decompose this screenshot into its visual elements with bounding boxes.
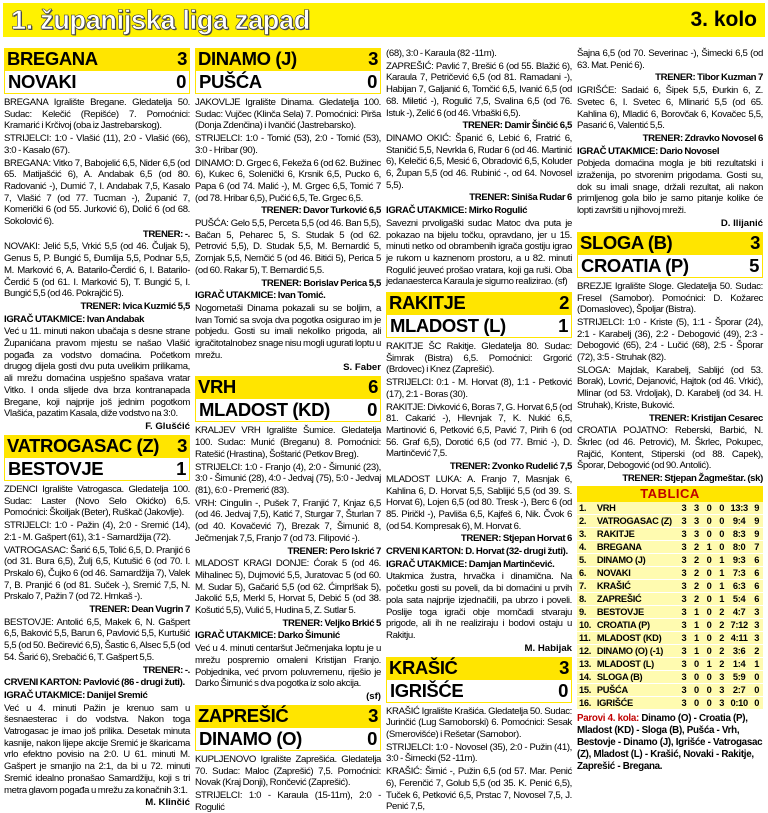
match-header <box>195 376 381 422</box>
coach-home: TRENER: Davor Turković 6,5 <box>261 205 381 217</box>
drawn-cell: 0 <box>703 502 716 515</box>
away-score: 5 <box>749 254 759 276</box>
match-report <box>386 706 572 813</box>
played-cell: 3 <box>678 566 691 579</box>
player-of-match: IGRAČ UTAKMICE: Darko Šimunić <box>195 630 340 642</box>
away-team: IGRIŠĆE <box>390 679 464 701</box>
team-cell: VRH <box>595 502 678 515</box>
goals-cell: 5:4 <box>728 592 750 605</box>
team-cell: RAKITJE <box>595 527 678 540</box>
played-cell: 3 <box>678 631 691 644</box>
drawn-cell: 0 <box>703 605 716 618</box>
goals-cell: 8:0 <box>728 540 750 553</box>
team-cell: VATROGASAC (Z) <box>595 514 678 527</box>
rank-cell: 10. <box>577 618 595 631</box>
goals-cell: 2:7 <box>728 683 750 696</box>
author: D. Ilijanić <box>720 217 763 229</box>
venue-line: RAKITJE ŠC Rakitje. Gledatelja 80. Sudac: Šimrak (Bistra) 6,5. Pomoćnici: Grgorić (Brdovec) i Knez (Zaprešić). <box>386 341 572 376</box>
author: F. Glušćić <box>145 420 190 432</box>
played-cell: 3 <box>678 618 691 631</box>
standings-row <box>577 566 763 579</box>
match-header <box>577 232 763 278</box>
venue-line: KRALJEV VRH Igralište Šumice. Gledatelja 100. Sudac: Munić (Breganu) 8. Pomoćnici: Ratešić (Hrastina), Šoštarić (Petkov Breg). <box>195 425 381 460</box>
match-report <box>4 484 190 809</box>
rank-cell: 1. <box>577 502 595 515</box>
coach-home: TRENER: Tibor Kuzman 7 <box>655 72 763 84</box>
match-summary: Nogometaši Dinama pokazali su se boljim, a Ivan Tomić sa svoja dva pogotka osigurao im je pobjedu. Gosti su imali nekoliko prigoda, ali igračitotalnobez snage nisu mogli ugurati loptu u mrežu. <box>195 302 381 361</box>
rank-cell: 7. <box>577 579 595 592</box>
round-label: 3. kolo <box>690 8 757 31</box>
home-score: 3 <box>750 231 760 253</box>
lineup-home: VATROGASAC: Šarić 6,5, Tolić 6,5, D. Pranjić 6 (od 31. Bura 6,5), Žulj 6,5, Kutušić 6 (od 70. I. Prskalo 6), Čujko 6 (od 46. Samardžija 7), Valek 7, B. Pranjić 6 (od 81. Suček -), Sremić 7,5, N. Prskalo 7, Pažin 7 (od 72. Hrnkaš -). <box>4 544 190 603</box>
lost-cell: 2 <box>715 657 728 670</box>
lost-cell: 1 <box>715 579 728 592</box>
drawn-cell: 0 <box>703 579 716 592</box>
coach-home: TRENER: Dean Vugrin 7 <box>89 604 190 616</box>
author: (sf) <box>366 690 381 702</box>
rank-cell: 11. <box>577 631 595 644</box>
home-score: 3 <box>177 434 187 456</box>
won-cell: 2 <box>690 566 703 579</box>
coach-home: TRENER: Zvonko Rudelić 7,5 <box>449 461 572 473</box>
points-cell: 7 <box>750 540 763 553</box>
away-score: 0 <box>367 727 377 749</box>
rank-cell: 9. <box>577 605 595 618</box>
venue-line: ZDENCI Igralište Vatrogasca. Gledatelja 100. Sudac: Laster (Novo Selo Okićko) 6,5. Pomoćnici: Škoiljak (Beter), Ruškač (Jakovlje). <box>4 483 190 519</box>
goals-cell: 1:4 <box>728 657 750 670</box>
match-report-continued <box>577 48 763 230</box>
rank-cell: 5. <box>577 553 595 566</box>
match-report <box>195 425 381 702</box>
home-team: VATROGASAC (Z) <box>7 434 159 456</box>
played-cell: 3 <box>678 592 691 605</box>
drawn-cell: 0 <box>703 566 716 579</box>
venue-line: BREGANA Igralište Bregane. Gledatelja 50. Sudac: Kelečić (Repišće) 7. Pomoćnici: Kramarić i Krčivoj (oba iz Jastrebarskog). <box>4 97 190 132</box>
lost-cell: 0 <box>715 527 728 540</box>
team-cell: ZAPREŠIĆ <box>595 592 678 605</box>
won-cell: 0 <box>690 683 703 696</box>
column-1 <box>4 48 190 809</box>
coach-home: TRENER: Kristijan Cesarec <box>649 412 763 424</box>
drawn-cell: 0 <box>703 618 716 631</box>
team-cell: MLADOST (L) <box>595 657 678 670</box>
standings-row <box>577 540 763 553</box>
home-team: VRH <box>198 376 236 398</box>
lineup-home: SLOGA: Majdak, Karabelj, Sablijć (od 53. Borak), Lovrić, Dejanović, Hajtok (od 46. Vrkić), Mlinar (od 53. Vrdoljak), D. Karabelj (od 34. H. Struhak), Kriste, Buković. <box>577 364 763 411</box>
points-cell: 6 <box>750 553 763 566</box>
author: M. Habijak <box>524 642 572 654</box>
match-header <box>195 705 381 751</box>
team-cell: NOVAKI <box>595 566 678 579</box>
home-score: 3 <box>559 656 569 678</box>
points-cell: 6 <box>750 592 763 605</box>
rank-cell: 6. <box>577 566 595 579</box>
drawn-cell: 0 <box>703 592 716 605</box>
league-banner <box>3 3 765 37</box>
match-report <box>4 97 190 433</box>
match-report <box>386 341 572 655</box>
played-cell: 3 <box>678 670 691 683</box>
lost-cell: 2 <box>715 644 728 657</box>
played-cell: 3 <box>678 696 691 709</box>
played-cell: 3 <box>678 527 691 540</box>
standings-row <box>577 618 763 631</box>
standings-table-block <box>577 486 763 710</box>
standings-row <box>577 696 763 709</box>
scorers-line: STRIJELCI: 1:0 - Franjo (4), 2:0 - Šimunić (23), 3:0 - Šimunić (28), 4:0 - Jedvaj (75), 5:0 - Jedvaj (81), 6:0 - Premerić (83). <box>195 461 381 496</box>
standings-row <box>577 644 763 657</box>
drawn-cell: 0 <box>703 527 716 540</box>
match-report <box>195 754 381 813</box>
away-team: MLADOST (L) <box>390 315 506 337</box>
points-cell: 3 <box>750 618 763 631</box>
away-team: BESTOVJE <box>8 457 104 479</box>
played-cell: 3 <box>678 514 691 527</box>
coach-away: TRENER: Borislav Perica 5,5 <box>261 277 381 289</box>
won-cell: 2 <box>690 540 703 553</box>
lost-cell: 3 <box>715 683 728 696</box>
coach-away: TRENER: Siniša Rudar 6 <box>469 192 572 204</box>
lost-cell: 1 <box>715 592 728 605</box>
played-cell: 3 <box>678 553 691 566</box>
drawn-cell: 0 <box>703 670 716 683</box>
away-score: 0 <box>367 399 377 421</box>
standings-title: TABLICA <box>577 486 763 502</box>
rank-cell: 12. <box>577 644 595 657</box>
venue-line: BREZJE Igralište Sloge. Gledatelja 50. Sudac: Fresel (Samobor). Pomoćnici: D. Kožarec (Domaslovec), Špoljar (Bistra). <box>577 280 763 316</box>
standings-row <box>577 527 763 540</box>
away-team: MLADOST (KD) <box>199 399 330 421</box>
goals-cell: 0:10 <box>728 696 750 709</box>
won-cell: 0 <box>690 696 703 709</box>
lineup-home: ZAPREŠIĆ: Pavlić 7, Brešić 6 (od 55. Blažić 6), Karaula 7, Petričević 6,5 (od 81. Ramadani -), Habijan 7, Galjanić 6, Tomčić 6,5, Ivanić 6,5 (od 68. Miletić -), Rogulić 7,5, Svalina 6,5 (od 76. Istuk -), Zelić 6 (od 46. Vrbaški 6,5). <box>386 60 572 119</box>
team-cell: KRAŠIĆ <box>595 579 678 592</box>
team-cell: BESTOVJE <box>595 605 678 618</box>
column-3 <box>386 48 572 813</box>
scorers-continued: (68), 3:0 - Karaula (82 -11m). <box>386 48 497 59</box>
match-report <box>577 281 763 485</box>
won-cell: 1 <box>690 618 703 631</box>
points-cell: 3 <box>750 605 763 618</box>
goals-cell: 9:3 <box>728 553 750 566</box>
rank-cell: 14. <box>577 670 595 683</box>
player-of-match: IGRAČ UTAKMICE: Ivan Andabak <box>4 313 145 325</box>
goals-cell: 3:6 <box>728 644 750 657</box>
played-cell: 3 <box>678 579 691 592</box>
rank-cell: 13. <box>577 657 595 670</box>
author: M. Klinčić <box>145 797 190 809</box>
standings-row <box>577 592 763 605</box>
standings-row <box>577 502 763 515</box>
lineup-home: RAKITJE: Divković 6, Boras 7, G. Horvat 6,5 (od 81. Cakarić -), Hlevnjak 7, K. Nukić 6,5, Martinović 6, Petković 6,5, Pavić 7, Pirih 6 (od 56. Graf 6,5), Dorotić 6,5 (od 77. Brnić -), D. Martinčević 7,5. <box>386 401 572 460</box>
coach-home: TRENER: Pero Iskrić 7 <box>287 545 381 557</box>
goals-cell: 7:12 <box>728 618 750 631</box>
coach-away: TRENER: -. <box>142 664 190 676</box>
league-title: 1. županijska liga zapad <box>11 4 310 35</box>
match-header <box>195 48 381 94</box>
lineup-home: BREGANA: Vitko 7, Babojelić 6,5, Nider 6,5 (od 65. Matijašćić 6), A. Andabak 6,5 (od 80. Radovanić -), Dumić 7, I. Andabak 7,5, Kasalo 7, Vlašić 7 (od 77. Tucman -), Županić 7, Komerički 6 (od 55. Jurković 6), Dolić 6 (od 68. Sokolović 6). <box>4 157 190 228</box>
column-2 <box>195 48 381 813</box>
lineup-home: KRAŠIĆ: Šimić -, Pužin 6,5 (od 57. Mar. Penić 6), Ferenčić 7, Golub 5,5 (od 35. K. Penić 6,5), Tuček 6, Petković 6,5, Prstac 7, Novosel 7,5, J. Penić 7,5, <box>386 766 572 813</box>
points-cell: 0 <box>750 670 763 683</box>
home-score: 3 <box>368 704 378 726</box>
standings-row <box>577 657 763 670</box>
away-score: 0 <box>558 679 568 701</box>
goals-cell: 13:3 <box>728 502 750 515</box>
match-summary: Već u 4. minuti centaršut Ječmenjaka loptu je u mrežu pospremio omaleni Kristijan Franjo. Pobjednika, već prvom poluvremenu, riješio je Darko Šimunić s dva pogotka iz solo akcija. <box>195 643 381 690</box>
away-score: 1 <box>176 457 186 479</box>
goals-cell: 7:3 <box>728 566 750 579</box>
drawn-cell: 0 <box>703 631 716 644</box>
lineup-away: CROATIA POJATNO: Reberski, Barbić, N. Škrlec (od 46. Petrović), M. Škrlec, Pokupec, Rajčić, Kontent, Stiperski (od 88. Capek), Šporar, Debogović (od 90. Antolić). <box>577 425 763 472</box>
team-cell: IGRIŠĆE <box>595 696 678 709</box>
won-cell: 1 <box>690 631 703 644</box>
lost-cell: 1 <box>715 566 728 579</box>
lost-cell: 0 <box>715 514 728 527</box>
drawn-cell: 0 <box>703 696 716 709</box>
drawn-cell: 0 <box>703 514 716 527</box>
won-cell: 0 <box>690 670 703 683</box>
standings-row <box>577 514 763 527</box>
lost-cell: 3 <box>715 696 728 709</box>
home-team: ZAPREŠIĆ <box>198 704 289 726</box>
team-cell: CROATIA (P) <box>595 618 678 631</box>
match-header <box>4 435 190 481</box>
won-cell: 2 <box>690 592 703 605</box>
scorers-line: STRIJELCI: 1:0 - Pažin (4), 2:0 - Sremić (14), 2:1 - M. Gašpert (61), 3:1 - Samardžija (72). <box>4 520 190 543</box>
away-score: 0 <box>176 71 186 92</box>
standings-table <box>577 502 763 710</box>
team-cell: DINAMO (O) (-1) <box>595 644 678 657</box>
won-cell: 2 <box>690 553 703 566</box>
match-summary: Savezni prvoligaški sudac Matoc dva puta je pokazao na bijelu točku, opravdano, jer u 15. minuti netko od obrambenih igrača gostiju igrao je rukom u kaznenom prostoru, a u 82. minuti Rogulić jeuveć prošao vratara, koji ga ruši. Oba jedanaesterca Karaula je sigurno realizirao. (sf) <box>386 217 572 288</box>
player-of-match: IGRAČ UTAKMICE: Danijel Sremić <box>4 689 148 701</box>
lost-cell: 0 <box>715 502 728 515</box>
scorers-line: STRIJELCI: 1:0 - Karaula (15-11m), 2:0 - Rogulić <box>195 790 381 813</box>
home-team: SLOGA (B) <box>580 231 673 253</box>
match-summary: Utakmica žustra, hrvačka i dinamična. Na početku gosti su poveli, da bi domaćini u prvih pola sata najprije izjednačili, pa ubrzo i poveli. Poslije toga igrači obje momčadi stvaraju prigode, ali ih ne realiziraju i bodovi ostaju u Rakitju. <box>386 571 572 641</box>
away-team: NOVAKI <box>8 71 77 92</box>
team-cell: BREGANA <box>595 540 678 553</box>
points-cell: 2 <box>750 644 763 657</box>
next-round-text: Dinamo (O) - Croatia (P), Mladost (KD) - Sloga (B), Pušća - Vrh, Bestovje - Dinamo (J), Igrišće - Vatrogasac (Z), Mladost (L) - Krašić, Novaki - Rakitje, Zaprešić - Bregana. <box>577 712 763 772</box>
next-round-pairs <box>577 713 763 773</box>
player-of-match: IGRAČ UTAKMICE: Dario Novosel <box>577 145 720 157</box>
rank-cell: 16. <box>577 696 595 709</box>
played-cell: 3 <box>678 605 691 618</box>
match-summary: Već u 4. minuti Pažin je krenuo sam u šesnaesterac i do vodstva. Nakon toga Vatrogasac je imao još prilika. Desetak minuta kasnije, nakon lijepe akcije Sremić je škaricama vrlo efektno povisio na 2:0. U 61. minuti M. Gašpert je smanjio na 2:1, da bi u 72. minuti Sremić idealno pronašao Samardžiju, koji s tri metra glavom pogađa u mrežu za konačnih 3:1. <box>4 702 190 796</box>
match-summary: Pobjeda domaćina mogla je biti rezultatski i izraženija, po stvorenim prigodama. Gosti su, dok su imali snage, držali rezultat, ali nakon primljenog gola bilo je samo pitanje kolike će lopti završiti u njihovoj mreži. <box>577 158 763 217</box>
coach-away: TRENER: Ivica Kuzmić 5,5 <box>80 300 190 312</box>
home-score: 2 <box>559 292 569 314</box>
lost-cell: 2 <box>715 605 728 618</box>
goals-cell: 6:3 <box>728 579 750 592</box>
played-cell: 3 <box>678 657 691 670</box>
player-of-match: IGRAČ UTAKMICE: Mirko Rogulić <box>386 205 528 217</box>
lineup-away: DINAMO OKIĆ: Španić 6, Lebić 6, Fratrić 6, Staničić 5,5, Nevrkla 6, Rudar 6 (od 46. Martinić 6), Kelečić 6,5, Mesić 6, Obradović 6,5, Koluder 6, Župan 5,5 (od 46. Rubinić -, od 64. Novosel 5,5). <box>386 132 572 191</box>
lost-cell: 0 <box>715 540 728 553</box>
venue-line: JAKOVLJE Igralište Dinama. Gledatelja 100. Sudac: Vujčec (Klinča Sela) 7. Pomoćnici: Pirša (Donja Zdenčina) i Ivančić (Jastrebarsko). <box>195 97 381 132</box>
coach-away: TRENER: Stjepan Horvat 6 <box>460 533 572 545</box>
lineup-away: MLADOST LUKA: A. Franjo 7, Masnjak 6, Kahlina 6, D. Horvat 5,5, Sablijić 5,5 (od 39. S. Horvat 6), Lojen 6,5 (od 80. Tresk -), Berc 6 (od 85. Piričkl -), Pavliša 6,5, Kajfeš 6, Nik. Čvok 6 (od 54. Kompresak 6), M. Horvat 6. <box>386 473 572 532</box>
away-score: 1 <box>558 315 568 337</box>
goals-cell: 5:9 <box>728 670 750 683</box>
match-summary: Već u 11. minuti nakon ubačaja s desne strane Županićana pravom mjestu se našao Vlašić pogađa za vodstvo domaćina. Početkom drugog dijela gosti dvu puta uvelikim prilikama, ali mrežu domaćina uspješno spašava vratar Vitko. I onda slijede dva brza kontranapada Bregane, koji najprije još jednim pogotkom Vlašića, pazatim Kasala, diže vodstvo na 3:0. <box>4 326 190 420</box>
points-cell: 3 <box>750 631 763 644</box>
points-cell: 1 <box>750 657 763 670</box>
team-cell: MLADOST (KD) <box>595 631 678 644</box>
home-score: 3 <box>177 48 187 69</box>
lineup-away: BESTOVJE: Antolić 6,5, Makek 6, N. Gašpert 6,5, Baković 5,5, Barun 6, Pavlović 5,5, Kurtušić 5,5 (od 50. Bečirević 6,5), Šastic 6, Alsec 5,5 (od 54. Šarić 6), Srebačić 6, T. Gašpert 5,5. <box>4 616 190 663</box>
goals-cell: 9:4 <box>728 514 750 527</box>
rank-cell: 3. <box>577 527 595 540</box>
coach-home: TRENER: -. <box>142 228 190 240</box>
lost-cell: 1 <box>715 553 728 566</box>
match-header <box>4 48 190 94</box>
home-team: KRAŠIĆ <box>389 656 458 678</box>
team-cell: DINAMO (J) <box>595 553 678 566</box>
standings-row <box>577 579 763 592</box>
match-header <box>386 657 572 703</box>
next-round-label: Parovi 4. kola: <box>577 712 639 724</box>
author: S. Faber <box>343 362 381 374</box>
lost-cell: 3 <box>715 670 728 683</box>
lineup-away: PUŠĆA: Gelo 5,5, Perceta 5,5 (od 46. Ban 5,5), Bačan 5, Peharec 5, S. Studak 5 (od 62. Petrović 5,5), D. Studak 5,5, M. Bernardić 5, Zornjak 5,5, Nemčić 5 (od 46. Bitići 5), Perica 5 (od 60. Rakar 5), T. Bernardić 5,5. <box>195 218 381 276</box>
match-header <box>386 292 572 338</box>
drawn-cell: 1 <box>703 540 716 553</box>
goals-cell: 4:7 <box>728 605 750 618</box>
points-cell: 0 <box>750 683 763 696</box>
rank-cell: 4. <box>577 540 595 553</box>
won-cell: 0 <box>690 657 703 670</box>
drawn-cell: 1 <box>703 657 716 670</box>
standings-row <box>577 683 763 696</box>
match-report-continued <box>386 48 572 288</box>
lineup-home: VRH: Cingulin -, Pušek 7, Franjić 7, Knjaz 6,5 (od 46. Jedvaj 7,5), Katić 7, Sturgar 7, Šturlan 7 (od 40. Kovačević 7), Brezak 7, Šimunić 8, Ječmenjak 7,5, Franjo 7 (od 73. Filipović -). <box>195 497 381 544</box>
team-cell: SLOGA (B) <box>595 670 678 683</box>
points-cell: 0 <box>750 696 763 709</box>
points-cell: 9 <box>750 514 763 527</box>
home-score: 3 <box>368 48 378 69</box>
player-of-match: IGRAČ UTAKMICE: Ivan Tomić. <box>195 290 326 302</box>
goals-cell: 8:3 <box>728 527 750 540</box>
home-team: DINAMO (J) <box>198 48 297 69</box>
won-cell: 3 <box>690 514 703 527</box>
scorers-line: STRIJELCI: 1:0 - Tomić (53), 2:0 - Tomić (53), 3:0 - Hribar (90). <box>195 133 381 156</box>
venue-line: KRAŠIĆ Igralište Krašića. Gledatelja 50. Sudac: Jurinčić (Lug Samoborski) 6. Pomoćnici: Sesak (Smerovišće) i Rešetar (Samobor). <box>386 705 572 741</box>
rank-cell: 15. <box>577 683 595 696</box>
coach-away: TRENER: Zdravko Novosel 6 <box>642 132 763 144</box>
coach-away: TRENER: Stjepan Žagmeštar. (sk) <box>622 473 763 485</box>
lineup-away: NOVAKI: Jelić 5,5, Vrkić 5,5 (od 46. Čuljak 5), Genus 5, P. Bungić 5, Đumlija 5,5, Podnar 5,5, M. Marković 6, A. Batarilo-Čerdić 6, I. Batarilo-Čerdić 5 (od 61. I. Marković 5), T. Bungić 5, I. Bungić 5,5 (od 46. Pokrajčić 5). <box>4 241 190 300</box>
drawn-cell: 0 <box>703 553 716 566</box>
scorers-line: STRIJELCI: 0:1 - M. Horvat (8), 1:1 - Petković (17), 2:1 - Boras (30). <box>386 377 572 400</box>
played-cell: 3 <box>678 644 691 657</box>
standings-row <box>577 631 763 644</box>
away-team: PUŠĆA <box>199 71 262 92</box>
drawn-cell: 0 <box>703 683 716 696</box>
home-score: 6 <box>368 376 378 398</box>
played-cell: 3 <box>678 683 691 696</box>
points-cell: 6 <box>750 566 763 579</box>
scorers-line: STRIJELCI: 1:0 - Novosel (35), 2:0 - Pužin (41), 3:0 - Šimecki (52 -11m). <box>386 741 572 765</box>
won-cell: 3 <box>690 502 703 515</box>
played-cell: 3 <box>678 540 691 553</box>
won-cell: 1 <box>690 644 703 657</box>
away-score: 0 <box>367 71 377 92</box>
goals-cell: 4:11 <box>728 631 750 644</box>
lineup-home: DINAMO: D. Grgec 6, Fekeža 6 (od 62. Bužinec 6), Kukec 6, Solenički 6, Krsnik 6,5, Pucko 6, Papa 6 (od 74. Malić -), M. Grgec 6,5, Tomić 7 (od 78. Hribar 6,5), Pučić 6,5, Te. Grgec 6,5. <box>195 157 381 204</box>
lineup-away: IGRIŠĆE: Sadaić 6, Šipek 5,5, Đurkin 6, Z. Svetec 6, I. Svetec 6, Mlinarić 5,5 (od 65. Kahlina 6), Mladić 6, Borovčak 6, Kovačec 5,5, Pasarić 6, Valentić 5,5. <box>577 85 763 132</box>
red-card: CRVENI KARTON: Pavlović (86 - drugi žuti). <box>4 677 185 689</box>
match-report <box>195 97 381 374</box>
team-cell: PUŠĆA <box>595 683 678 696</box>
standings-row <box>577 605 763 618</box>
home-team: RAKITJE <box>389 292 466 314</box>
scorers-line: STRIJELCI: 1:0 - Vlašić (11), 2:0 - Vlašić (66), 3:0 - Kasalo (67). <box>4 133 190 156</box>
scorers-line: STRIJELCI: 1:0 - Kriste (5), 1:1 - Šporar (24), 2:1 - Karabelj (36), 2:2 - Debogović (49), 2:3 - Debogović (65), 2:4 - Lučić (68), 2:5 - Šporar (72), 3:5 - Struhak (82). <box>577 316 763 364</box>
rank-cell: 2. <box>577 514 595 527</box>
won-cell: 1 <box>690 605 703 618</box>
coach-home: TRENER: Damir Šinčić 6,5 <box>462 120 572 132</box>
away-team: CROATIA (P) <box>581 254 689 276</box>
lost-cell: 2 <box>715 631 728 644</box>
points-cell: 6 <box>750 579 763 592</box>
standings-row <box>577 670 763 683</box>
won-cell: 2 <box>690 579 703 592</box>
won-cell: 3 <box>690 527 703 540</box>
points-cell: 9 <box>750 502 763 515</box>
standings-row <box>577 553 763 566</box>
column-4 <box>577 48 763 790</box>
venue-line: KUPLJENOVO Igralište Zaprešića. Gledatelja 70. Sudac: Maloc (Zaprešić) 7,5. Pomoćnici: Novak (Kraj Donji), Rončević (Zaprešić). <box>195 753 381 789</box>
away-team: DINAMO (O) <box>199 727 302 749</box>
coach-away: TRENER: Veljko Brkić 5 <box>282 617 381 629</box>
home-team: BREGANA <box>7 48 98 69</box>
red-card: CRVENI KARTON: D. Horvat (32- drugi žuti). <box>386 546 568 558</box>
lost-cell: 2 <box>715 618 728 631</box>
lineup-continued: Šajna 6,5 (od 70. Severinac -), Šimecki 6,5 (od 63. Mat. Penić 6). <box>577 48 763 71</box>
lineup-away: MLADOST KRAGI DONJE: Ćorak 5 (od 46. Mihalinec 5), Dujmović 5,5, Juratovac 5 (od 60. M. Sudar 5), Gačarić 5,5 (od 62. Ćimprlšak 5), Jakolić 5,5, Merkl 5, Horvat 5, Debić 5 (od 38. Košutić 5,5), Vulić 5, Hudina 5, Z. Sutlar 5. <box>195 558 381 617</box>
rank-cell: 8. <box>577 592 595 605</box>
points-cell: 9 <box>750 527 763 540</box>
player-of-match: IGRAČ UTAKMICE: Damjan Martinčević. <box>386 558 555 570</box>
drawn-cell: 0 <box>703 644 716 657</box>
played-cell: 3 <box>678 502 691 515</box>
